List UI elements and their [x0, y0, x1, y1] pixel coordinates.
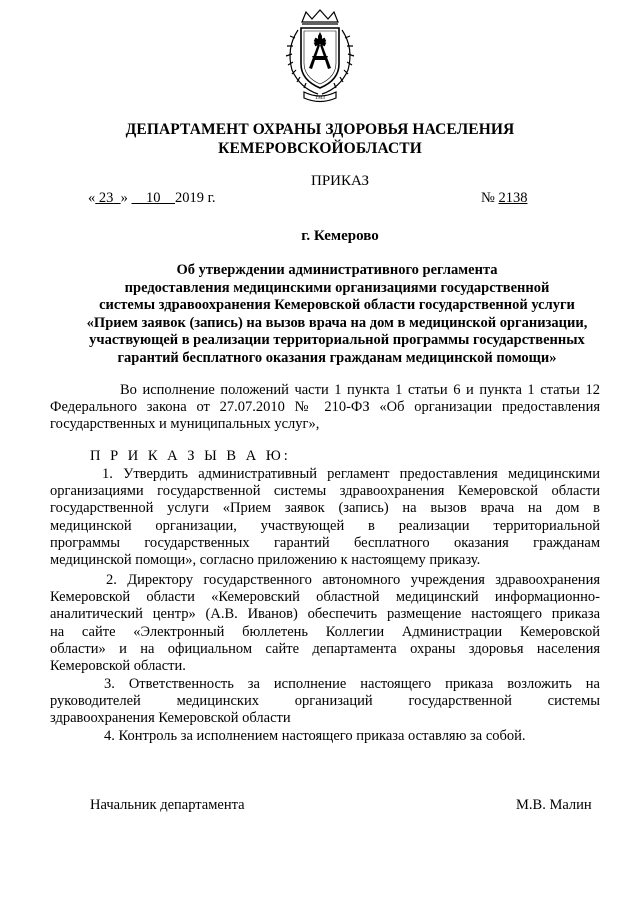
item-line: области» и на официальном сайте департамента охраны здоровья населения — [50, 640, 600, 657]
date-day: 23 — [98, 190, 114, 206]
item-line: 3. Ответственность за исполнение настоящего приказа возложить на — [104, 676, 600, 692]
preamble-paragraph — [50, 382, 600, 434]
date-open-quote: « — [88, 190, 96, 206]
preamble-line: Федерального закона от 27.07.2010 № 210-ФЗ «Об организации предоставления — [50, 399, 600, 416]
signature-position: Начальник департамента — [90, 797, 245, 813]
item-line: медицинской организации, участвующей в реализации территориальной — [50, 517, 600, 534]
subject-line: гарантий бесплатного оказания гражданам медицинской помощи» — [117, 349, 557, 366]
date-close-quote: » — [120, 190, 128, 206]
order-item-3 — [50, 676, 600, 728]
department-line-1: ДЕПАРТАМЕНТ ОХРАНЫ ЗДОРОВЬЯ НАСЕЛЕНИЯ — [125, 121, 515, 138]
item-line: на сайте «Электронный бюллетень Коллегии Администрации Кемеровской — [50, 623, 600, 640]
order-item-4 — [50, 728, 600, 745]
item-line: программы государственных гарантий бесплатного оказания гражданам — [50, 534, 600, 551]
subject-line: предоставления медицинскими организациями государственной — [124, 279, 550, 296]
subject-line: «Прием заявок (запись) на вызов врача на дом в медицинской организации, — [86, 314, 588, 331]
order-number-prefix: № — [481, 190, 495, 206]
department-line-2: КЕМЕРОВСКОЙОБЛАСТИ — [218, 140, 422, 157]
item-line: руководителей медицинских организаций государственной системы — [50, 693, 600, 710]
subject-line: системы здравоохранения Кемеровской области государственной услуги — [99, 297, 575, 313]
order-date — [88, 190, 216, 207]
order-number-value: 2138 — [498, 190, 528, 206]
preamble-line: государственных и муниципальных услуг», — [50, 416, 320, 433]
preamble-line: Во исполнение положений части 1 пункта 1 статьи 6 и пункта 1 статьи 12 — [120, 382, 600, 398]
subject-line: участвующей в реализации территориальной программы государственных — [89, 332, 585, 348]
order-number — [481, 190, 527, 207]
item-line: государственной услуги «Прием заявок (запись) на вызов врача на дом в — [50, 500, 600, 517]
order-item-2 — [50, 572, 600, 675]
order-item-1 — [50, 466, 600, 569]
coat-of-arms-emblem — [282, 8, 358, 104]
item-line: 1. Утвердить административный регламент предоставления медицинскими — [102, 466, 600, 482]
item-line: 2. Директору государственного автономного учреждения здравоохранения — [106, 572, 600, 588]
item-line: медицинской помощи», согласно приложению к настоящему приказу. — [50, 552, 481, 569]
order-title: ПРИКАЗ — [311, 173, 369, 189]
subject-line: Об утверждении административного регламента — [176, 262, 498, 278]
item-line: здравоохранения Кемеровской области — [50, 710, 291, 727]
order-city: г. Кемерово — [301, 228, 379, 244]
date-year: 2019 г. — [175, 190, 216, 206]
signature-name: М.В. Малин — [516, 797, 592, 813]
date-month: 10 — [146, 190, 161, 206]
coat-of-arms-year: 1943 — [315, 96, 325, 101]
order-subject — [40, 262, 634, 367]
item-line: Кемеровской области. — [50, 658, 186, 675]
item-line: Кемеровской области «Кемеровский областной медицинский информационно- — [50, 589, 600, 606]
item-line: 4. Контроль за исполнением настоящего приказа оставляю за собой. — [104, 728, 526, 744]
item-line: аналитический центр» (А.В. Иванов) обеспечить размещение настоящего приказа — [50, 606, 600, 623]
item-line: организациями государственной системы здравоохранения Кемеровской области — [50, 483, 600, 500]
order-directive-word: П Р И К А З Ы В А Ю: — [90, 448, 291, 464]
department-header — [100, 120, 540, 158]
